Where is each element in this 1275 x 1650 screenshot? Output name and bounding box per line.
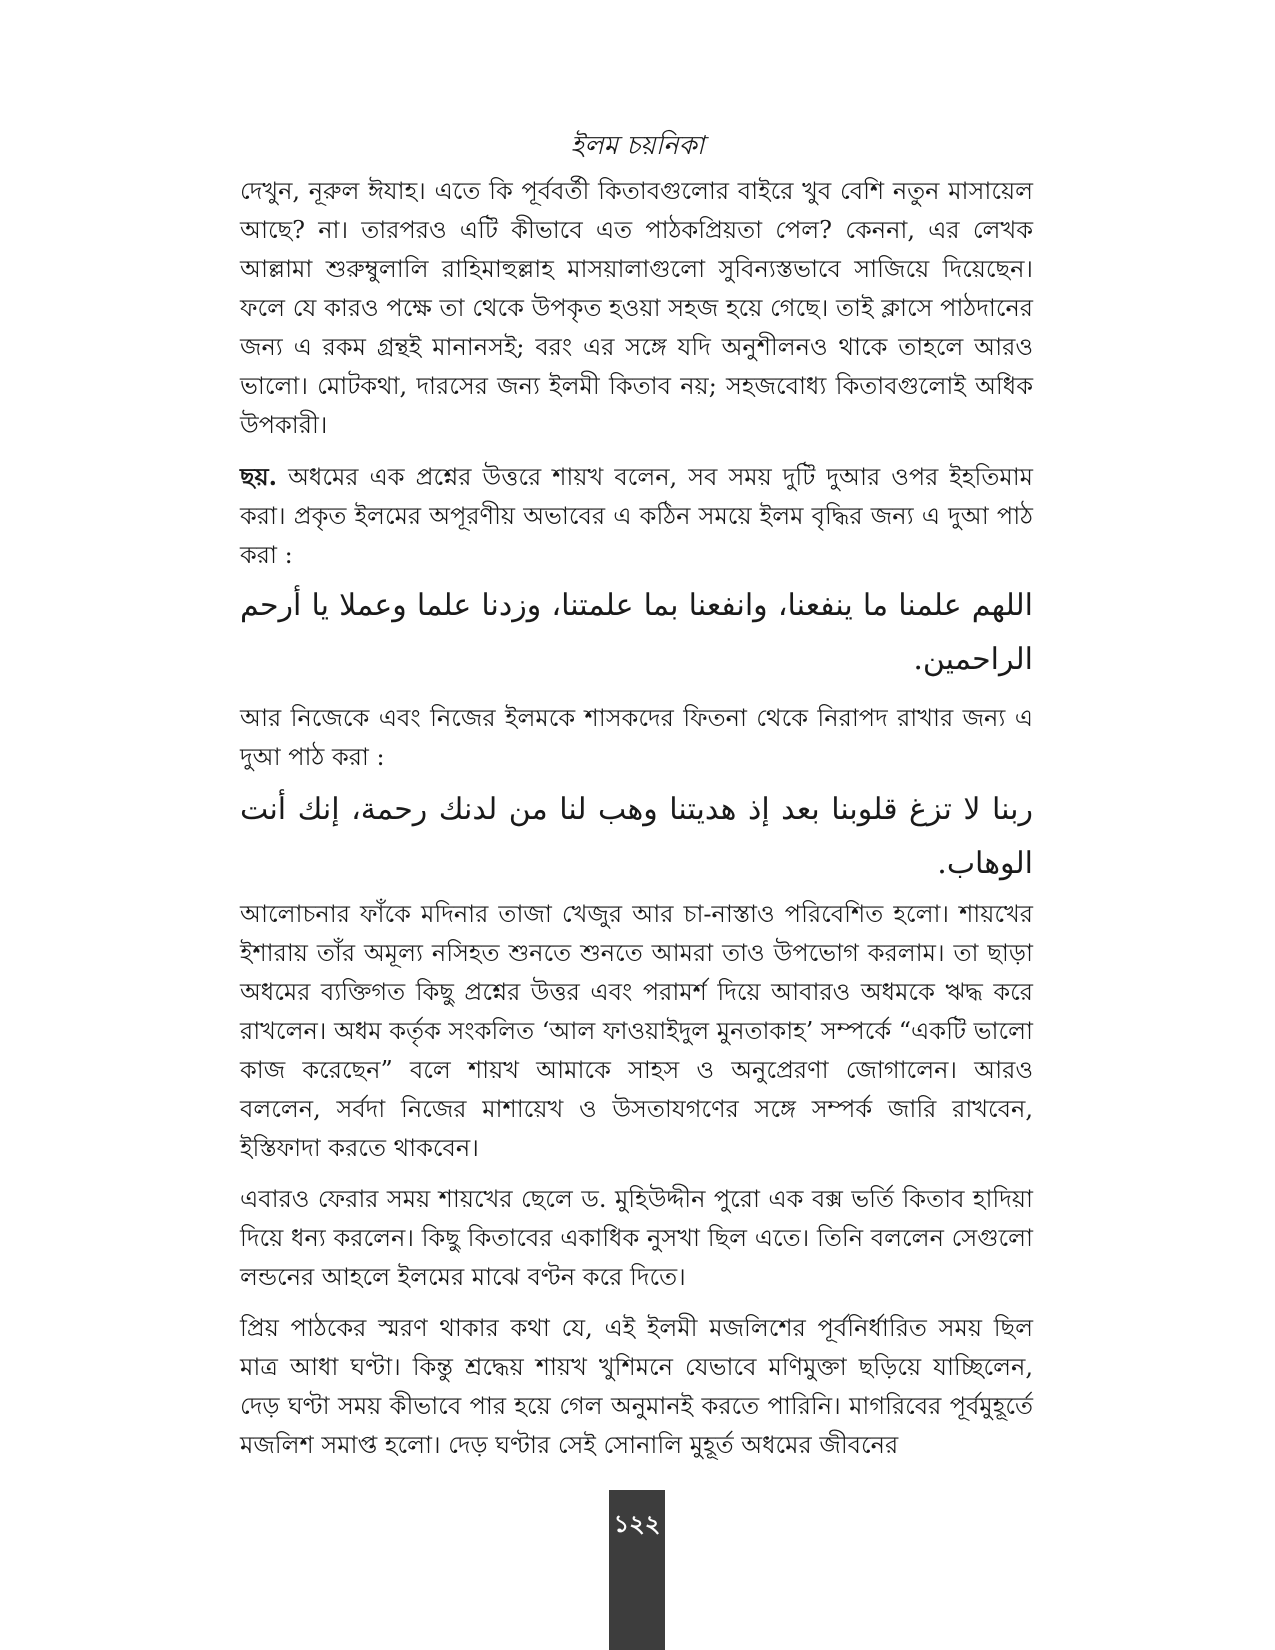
section-marker: ছয়. xyxy=(240,462,278,491)
page-body xyxy=(240,172,1033,1477)
paragraph-3: আর নিজেকে এবং নিজের ইলমকে শাসকদের ফিতনা থেকে নিরাপদ রাখার জন্য এ দুআ পাঠ করা : xyxy=(240,704,1033,771)
page-number: ১২২ xyxy=(613,1510,661,1538)
paragraph-4: আলোচনার ফাঁকে মদিনার তাজা খেজুর আর চা-নাস্তাও পরিবেশিত হলো। শায়খের ইশারায় তাঁর অমূল্য নসিহত শুনতে শুনতে আমরা তাও উপভোগ করলাম। তা ছাড়া অধমের ব্যক্তিগত কিছু প্রশ্নের উত্তর এবং পরামর্শ দিয়ে আবারও অধমকে ঋদ্ধ করে রাখলেন। অধম কর্তৃক সংকলিত ‘আল ফাওয়াইদুল মুনতাকাহ’ সম্পর্কে “একটি ভালো কাজ করেছেন” বলে শায়খ আমাকে সাহস ও অনুপ্রেরণা জোগালেন। আরও বললেন, সর্বদা নিজের মাশায়েখ ও উসতাযগণের সঙ্গে সম্পর্ক জারি রাখবেন, ইস্তিফাদা করতে থাকবেন। xyxy=(240,900,1033,1162)
running-header: ইলম চয়নিকা xyxy=(570,131,705,161)
paragraph-6: প্রিয় পাঠকের স্মরণ থাকার কথা যে, এই ইলমী মজলিশের পূর্বনির্ধারিত সময় ছিল মাত্র আধা ঘণ্টা। কিন্তু শ্রদ্ধেয় শায়খ খুশিমনে যেভাবে মণিমুক্তা ছড়িয়ে যাচ্ছিলেন, দেড় ঘণ্টা সময় কীভাবে পার হয়ে গেল অনুমানই করতে পারিনি। মাগরিবের পূর্বমুহূর্তে মজলিশ সমাপ্ত হলো। দেড় ঘণ্টার সেই সোনালি মুহূর্ত অধমের জীবনের xyxy=(240,1314,1033,1459)
paragraph-2 xyxy=(240,457,1033,575)
page-number-tab xyxy=(609,1490,665,1650)
arabic-dua-1: اللهم علمنا ما ينفعنا، وانفعنا بما علمتنا، وزدنا علما وعملا يا أرحم الراحمين. xyxy=(240,588,1033,677)
paragraph-5: এবারও ফেরার সময় শায়খের ছেলে ড. মুহিউদ্দীন পুরো এক বক্স ভর্তি কিতাব হাদিয়া দিয়ে ধন্য করলেন। কিছু কিতাবের একাধিক নুসখা ছিল এতে। তিনি বললেন সেগুলো লন্ডনের আহলে ইলমের মাঝে বণ্টন করে দিতে। xyxy=(240,1185,1033,1291)
paragraph-2-text: অধমের এক প্রশ্নের উত্তরে শায়খ বলেন, সব সময় দুটি দুআর ওপর ইহতিমাম করা। প্রকৃত ইলমের অপূরণীয় অভাবের এ কঠিন সময়ে ইলম বৃদ্ধির জন্য এ দুআ পাঠ করা : xyxy=(240,463,1033,569)
paragraph-1: দেখুন, নূরুল ঈযাহ। এতে কি পূর্ববর্তী কিতাবগুলোর বাইরে খুব বেশি নতুন মাসায়েল আছে? না। তারপরও এটি কীভাবে এত পাঠকপ্রিয়তা পেল? কেননা, এর লেখক আল্লামা শুরুম্বুলালি রাহিমাহুল্লাহ মাসয়ালাগুলো সুবিন্যস্তভাবে সাজিয়ে দিয়েছেন। ফলে যে কারও পক্ষে তা থেকে উপকৃত হওয়া সহজ হয়ে গেছে। তাই ক্লাসে পাঠদানের জন্য এ রকম গ্রন্থই মানানসই; বরং এর সঙ্গে যদি অনুশীলনও থাকে তাহলে আরও ভালো। মোটকথা, দারসের জন্য ইলমী কিতাব নয়; সহজবোধ্য কিতাবগুলোই অধিক উপকারী। xyxy=(240,177,1033,439)
arabic-dua-2: ربنا لا تزغ قلوبنا بعد إذ هديتنا وهب لنا من لدنك رحمة، إنك أنت الوهاب. xyxy=(240,792,1033,881)
